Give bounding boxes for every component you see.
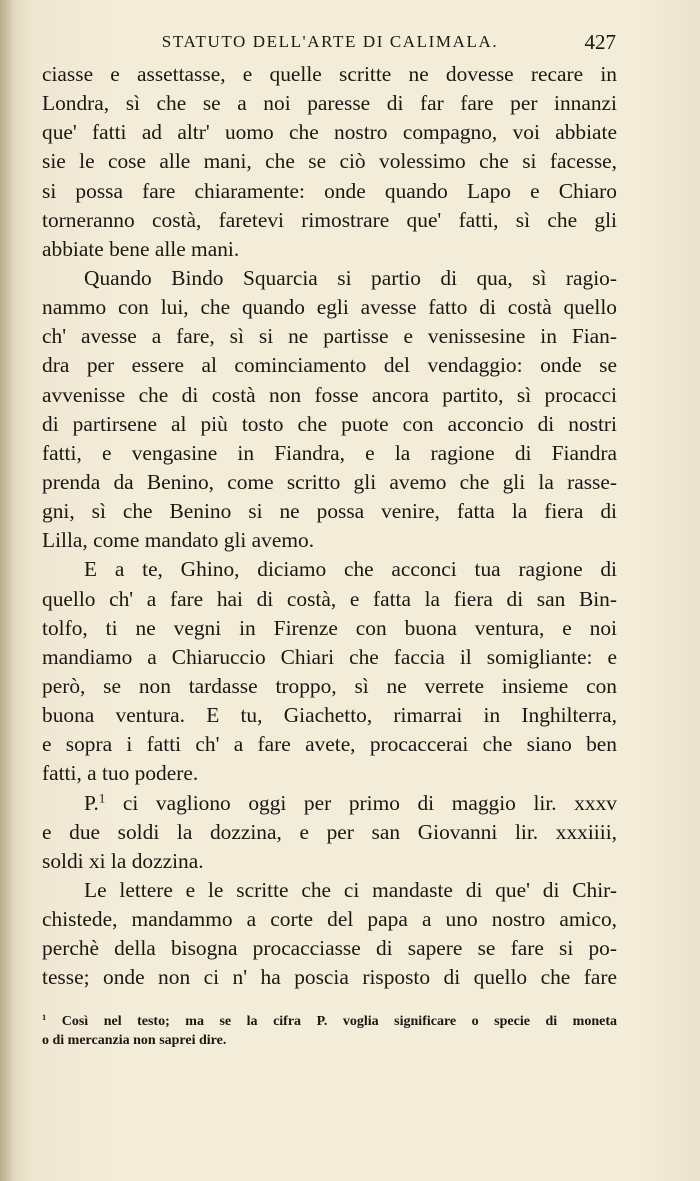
text-line: dra per essere al cominciamento del vendaggio: onde se bbox=[42, 353, 617, 378]
footnote-reference: 1 bbox=[98, 790, 106, 805]
paragraph-5 bbox=[42, 876, 617, 993]
paragraph-2 bbox=[42, 264, 617, 555]
text-line: Quando Bindo Squarcia si partio di qua, sì ragio- bbox=[84, 265, 617, 290]
text-line: soldi xi la dozzina. bbox=[42, 848, 204, 873]
page-number: 427 bbox=[584, 30, 616, 54]
text-line: e sopra i fatti ch' a fare avete, procaccerai che siano ben bbox=[42, 732, 617, 757]
line-remainder: ci vagliono oggi per primo di maggio lir. xxxv bbox=[122, 790, 617, 815]
paragraph-3 bbox=[42, 555, 617, 788]
text-line: avvenisse che di costà non fosse ancora partito, sì procacci bbox=[42, 382, 617, 407]
text-line: chistede, mandammo a corte del papa a uno nostro amico, bbox=[42, 907, 617, 932]
text-line: abbiate bene alle mani. bbox=[42, 236, 240, 261]
footnote-text: Così nel testo; ma se la cifra P. voglia significare o specie di moneta bbox=[61, 1014, 617, 1029]
text-line: que' fatti ad altr' uomo che nostro compagno, voi abbiate bbox=[42, 120, 617, 145]
text-line: si possa fare chiaramente: onde quando Lapo e Chiaro bbox=[42, 178, 617, 203]
text-line: e due soldi la dozzina, e per san Giovanni lir. xxxiiii, bbox=[42, 819, 617, 844]
text-line: perchè della bisogna procacciasse di sapere se fare si po- bbox=[42, 936, 617, 961]
footnote-line: o di mercanzia non saprei dire. bbox=[42, 1033, 227, 1048]
text-line: gni, sì che Benino si ne possa venire, fatta la fiera di bbox=[42, 499, 617, 524]
text-line: Le lettere e le scritte che ci mandaste di que' di Chir- bbox=[84, 877, 617, 902]
text-line: tolfo, ti ne vegni in Firenze con buona ventura, e noi bbox=[42, 615, 617, 640]
text-line: torneranno costà, faretevi rimostrare que' fatti, sì che gli bbox=[42, 207, 617, 232]
text-line-with-footnote bbox=[42, 789, 617, 818]
text-line: fatti, e vengasine in Fiandra, e la ragione di Fiandra bbox=[42, 440, 617, 465]
footnote-marker: 1 bbox=[42, 1012, 47, 1022]
abbreviation-p: P. bbox=[84, 790, 99, 815]
text-line: di partirsene al più tosto che puote con acconcio di nostri bbox=[42, 411, 617, 436]
footnote bbox=[42, 1012, 617, 1050]
text-line: nammo con lui, che quando egli avesse fatto di costà quello bbox=[42, 295, 617, 320]
text-line: Londra, sì che se a noi paresse di far fare per innanzi bbox=[42, 91, 617, 116]
text-line: E a te, Ghino, diciamo che acconci tua ragione di bbox=[84, 557, 617, 582]
paragraph-4 bbox=[42, 789, 617, 876]
text-line: tesse; onde non ci n' ha poscia risposto di quello che fare bbox=[42, 965, 617, 990]
text-line: Lilla, come mandato gli avemo. bbox=[42, 528, 315, 553]
body-text bbox=[42, 60, 617, 993]
text-line: sie le cose alle mani, che se ciò volessimo che si facesse, bbox=[42, 149, 617, 174]
text-line: mandiamo a Chiaruccio Chiari che faccia il somigliante: e bbox=[42, 644, 617, 669]
running-title: STATUTO DELL'ARTE DI CALIMALA. bbox=[161, 32, 499, 51]
text-line: buona ventura. E tu, Giachetto, rimarrai in Inghilterra, bbox=[42, 703, 617, 728]
paragraph-1 bbox=[42, 60, 617, 264]
page-gutter-shadow bbox=[0, 0, 12, 1181]
running-head bbox=[44, 28, 616, 58]
text-line: fatti, a tuo podere. bbox=[42, 761, 199, 786]
text-line: ch' avesse a fare, sì si ne partisse e venissesine in Fian- bbox=[42, 324, 617, 349]
text-line: quello ch' a fare hai di costà, e fatta la fiera di san Bin- bbox=[42, 586, 617, 611]
text-line: però, se non tardasse troppo, sì ne verrete insieme con bbox=[42, 673, 617, 698]
text-line: prenda da Benino, come scritto gli avemo che gli la rasse- bbox=[42, 469, 617, 494]
text-line: ciasse e assettasse, e quelle scritte ne dovesse recare in bbox=[42, 62, 617, 86]
footnote-line bbox=[42, 1012, 617, 1031]
